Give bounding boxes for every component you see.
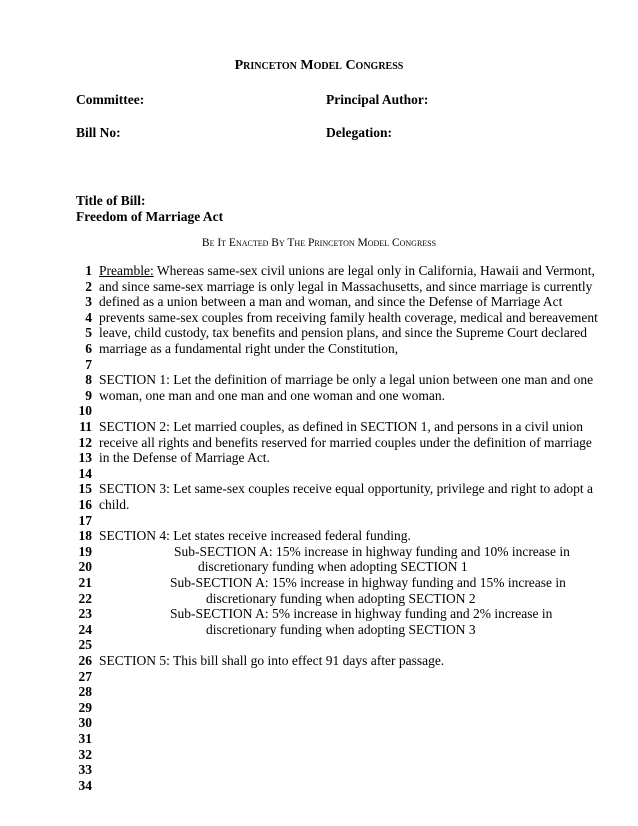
line-number: 17 bbox=[78, 512, 92, 528]
bill-line bbox=[0, 528, 638, 543]
bill-line bbox=[0, 419, 638, 434]
bill-line bbox=[0, 606, 638, 621]
line-number: 10 bbox=[78, 403, 92, 419]
bill-no-label: Bill No: bbox=[76, 125, 121, 140]
line-text: Sub-SECTION A: 15% increase in highway funding and 10% increase in bbox=[174, 543, 570, 559]
bill-line bbox=[0, 669, 638, 684]
bill-line bbox=[0, 294, 638, 309]
enacting-clause: Be It Enacted By The Princeton Model Congress bbox=[201, 237, 437, 249]
bill-line bbox=[0, 388, 638, 403]
line-number: 32 bbox=[78, 746, 92, 762]
line-text: woman, one man and one man and one woman and one woman. bbox=[99, 387, 446, 403]
bill-line bbox=[0, 263, 638, 278]
line-number: 11 bbox=[79, 419, 92, 434]
bill-line bbox=[0, 762, 638, 777]
line-number: 4 bbox=[85, 309, 92, 325]
line-text: SECTION 5: This bill shall go into effect 91 days after passage. bbox=[99, 653, 445, 668]
bill-title: Freedom of Marriage Act bbox=[76, 209, 224, 224]
line-text: Sub-SECTION A: 15% increase in highway funding and 15% increase in bbox=[170, 575, 566, 590]
line-number: 2 bbox=[85, 278, 92, 294]
bill-line bbox=[0, 715, 638, 730]
line-number: 13 bbox=[78, 450, 92, 466]
line-number: 29 bbox=[78, 699, 92, 715]
bill-line bbox=[0, 700, 638, 715]
line-number: 12 bbox=[78, 434, 92, 450]
bill-line bbox=[0, 450, 638, 465]
line-text: SECTION 1: Let the definition of marriage be only a legal union between one man and one bbox=[99, 372, 594, 388]
line-text: SECTION 3: Let same-sex couples receive equal opportunity, privilege and right to adopt a bbox=[99, 481, 593, 497]
line-number: 16 bbox=[78, 497, 92, 512]
line-text: SECTION 2: Let married couples, as defined in SECTION 1, and persons in a civil union bbox=[99, 419, 584, 434]
bill-line bbox=[0, 466, 638, 481]
line-text: defined as a union between a man and woman, and since the Defense of Marriage Act bbox=[99, 294, 563, 310]
bill-line bbox=[0, 372, 638, 387]
line-number: 23 bbox=[78, 606, 92, 622]
bill-line bbox=[0, 513, 638, 528]
line-number: 14 bbox=[78, 465, 92, 481]
page-title: Princeton Model Congress bbox=[234, 58, 404, 73]
preamble-text: Whereas same-sex civil unions are legal only in California, Hawaii and Vermont, bbox=[153, 263, 595, 278]
principal-author-label: Principal Author: bbox=[326, 92, 429, 107]
bill-line bbox=[0, 575, 638, 590]
line-number: 1 bbox=[85, 263, 92, 278]
bill-line bbox=[0, 559, 638, 574]
line-text: leave, child custody, tax benefits and pension plans, and since the Supreme Court declared bbox=[99, 325, 587, 341]
line-number: 28 bbox=[78, 684, 92, 700]
line-number: 6 bbox=[85, 341, 92, 356]
bill-line bbox=[0, 591, 638, 606]
line-number: 20 bbox=[78, 559, 92, 575]
line-number: 9 bbox=[85, 387, 92, 403]
line-number: 30 bbox=[78, 715, 92, 731]
line-number: 8 bbox=[85, 372, 92, 388]
bill-line bbox=[0, 684, 638, 699]
line-number: 22 bbox=[78, 590, 92, 606]
line-text: discretionary funding when adopting SECTION 2 bbox=[206, 590, 476, 606]
bill-line bbox=[0, 497, 638, 512]
bill-line bbox=[0, 435, 638, 450]
line-text: prevents same-sex couples from receiving family health coverage, medical and bereavement bbox=[99, 309, 598, 325]
bill-line bbox=[0, 279, 638, 294]
bill-line bbox=[0, 637, 638, 652]
line-number: 24 bbox=[78, 621, 92, 637]
delegation-label: Delegation: bbox=[326, 125, 392, 140]
bill-line bbox=[0, 622, 638, 637]
title-of-bill-label: Title of Bill: bbox=[76, 193, 146, 208]
line-text: and since same-sex marriage is only legal in Massachusetts, and since marriage is currently bbox=[99, 278, 593, 294]
bill-line bbox=[0, 778, 638, 793]
line-number: 3 bbox=[85, 294, 92, 310]
bill-line bbox=[0, 747, 638, 762]
bill-line bbox=[0, 341, 638, 356]
line-text: discretionary funding when adopting SECTION 1 bbox=[198, 559, 468, 575]
line-number: 5 bbox=[85, 325, 92, 341]
line-number: 21 bbox=[78, 575, 92, 590]
bill-line bbox=[0, 481, 638, 496]
line-text: marriage as a fundamental right under the Constitution, bbox=[99, 341, 399, 356]
line-text: in the Defense of Marriage Act. bbox=[99, 450, 270, 466]
committee-label: Committee: bbox=[76, 92, 145, 107]
bill-line bbox=[0, 731, 638, 746]
bill-line bbox=[0, 653, 638, 668]
line-number: 27 bbox=[78, 668, 92, 684]
line-number: 25 bbox=[78, 637, 92, 653]
line-number: 7 bbox=[85, 356, 92, 372]
line-number: 18 bbox=[78, 528, 92, 544]
line-text bbox=[99, 263, 595, 278]
line-text: discretionary funding when adopting SECTION 3 bbox=[206, 621, 476, 637]
line-number: 31 bbox=[78, 731, 92, 746]
line-number: 34 bbox=[78, 777, 92, 793]
line-number: 19 bbox=[78, 543, 92, 559]
line-text: receive all rights and benefits reserved for married couples under the definition of marriage bbox=[99, 434, 592, 450]
line-number: 15 bbox=[78, 481, 92, 497]
bill-line bbox=[0, 403, 638, 418]
line-text: SECTION 4: Let states receive increased federal funding. bbox=[99, 528, 411, 544]
line-number: 26 bbox=[78, 653, 92, 668]
line-number: 33 bbox=[78, 762, 92, 778]
preamble-label: Preamble: bbox=[99, 263, 154, 278]
bill-line bbox=[0, 325, 638, 340]
bill-line bbox=[0, 310, 638, 325]
bill-line bbox=[0, 357, 638, 372]
line-text: Sub-SECTION A: 5% increase in highway funding and 2% increase in bbox=[170, 606, 553, 622]
line-text: child. bbox=[99, 497, 130, 512]
bill-line bbox=[0, 544, 638, 559]
